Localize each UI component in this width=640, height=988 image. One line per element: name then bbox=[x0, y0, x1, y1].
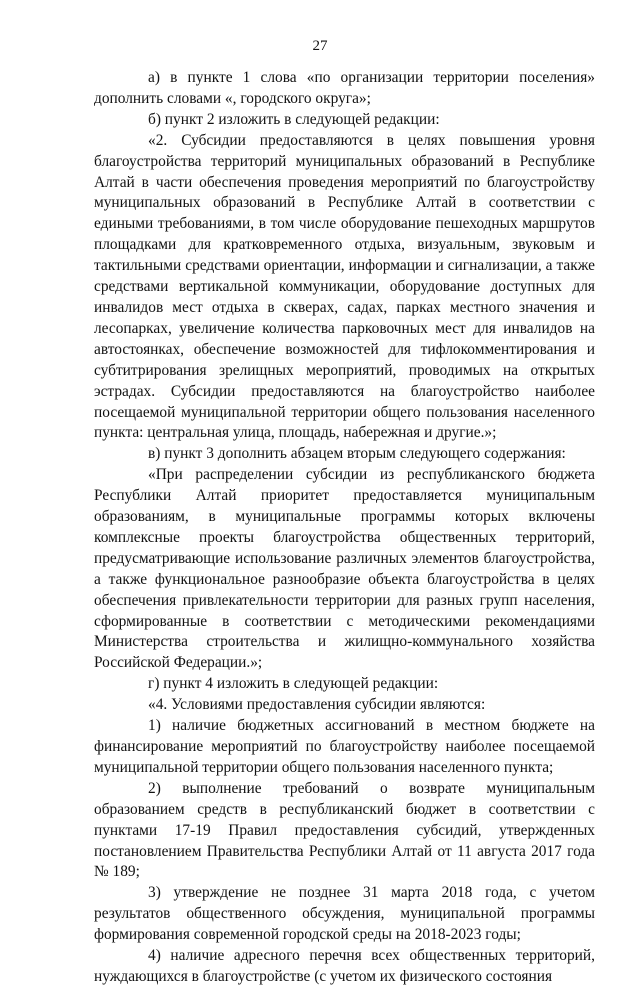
paragraph-amendment-g: г) пункт 4 изложить в следующей редакции: bbox=[148, 675, 439, 693]
paragraph-amendment-a: а) в пункте 1 слова «по организации территории поселения» дополнить словами «, городского округа»; bbox=[94, 69, 595, 107]
page-number: 27 bbox=[312, 38, 328, 54]
paragraph-condition-2: 2) выполнение требований о возврате муниципальным образованием средств в республиканский бюджет в соответствии с пунктами 17-19 Правил предоставления субсидий, утвержденных постановлением Правительства Республики Алтай от 11 августа 2017 года № 189; bbox=[94, 779, 595, 881]
paragraph-condition-3: 3) утверждение не позднее 31 марта 2018 года, с учетом результатов общественного обсуждения, муниципальной программы формирования современной городской среды на 2018-2023 годы; bbox=[94, 884, 595, 944]
paragraph-condition-1: 1) наличие бюджетных ассигнований в местном бюджете на финансирование мероприятий по благоустройству наиболее посещаемой муниципальной территории общего пользования населенного пункта; bbox=[94, 717, 595, 776]
paragraph-item-2-text: «2. Субсидии предоставляются в целях повышения уровня благоустройства территорий муниципальных образований в Республике Алтай в части обеспечения проведения мероприятий по благоустройству муниципальных образований в Республике Алтай в соответствии с едиными требованиями, в том числе оборудование пешеходных маршрутов площадками для кратковременного отдыха, визуальным, звуковым и тактильными средствами ориентации, информации и сигнализации, а также средствами вертикальной коммуникации, оборудование доступных для инвалидов мест отдыха в скверах, садах, парках местного значения и лесопарках, увеличение количества парковочных мест для инвалидов на автостоянках, обеспечение возможностей для тифлокомментирования и субтитрирования зрелищных мероприятий, проводимых на открытых эстрадах. Субсидии предоставляются на благоустройство наиболее посещаемой муниципальной территории общего пользования населенного пункта: центральная улица, площадь, набережная и другие.»; bbox=[94, 131, 595, 442]
document-body bbox=[94, 68, 595, 988]
paragraph-item-3-addition: «При распределении субсидии из республиканского бюджета Республики Алтай приоритет предоставляется муниципальным образованиям, в муниципальные программы которых включены комплексные проекты благоустройства общественных территорий, предусматривающие использование различных элементов благоустройства, а также функциональное разнообразие объекта благоустройства в целях обеспечения привлекательности территории для разных групп населения, сформированные в соответствии с методическими рекомендациями Министерства строительства и жилищно-коммунального хозяйства Российской Федерации.»; bbox=[94, 466, 595, 672]
paragraph-condition-4: 4) наличие адресного перечня всех общественных территорий, нуждающихся в благоустройстве (с учетом их физического состояния bbox=[94, 947, 595, 985]
paragraph-item-4-heading: «4. Условиями предоставления субсидии являются: bbox=[148, 696, 486, 714]
paragraph-amendment-b: б) пункт 2 изложить в следующей редакции: bbox=[148, 110, 440, 128]
paragraph-amendment-v: в) пункт 3 дополнить абзацем вторым следующего содержания: bbox=[148, 445, 566, 463]
